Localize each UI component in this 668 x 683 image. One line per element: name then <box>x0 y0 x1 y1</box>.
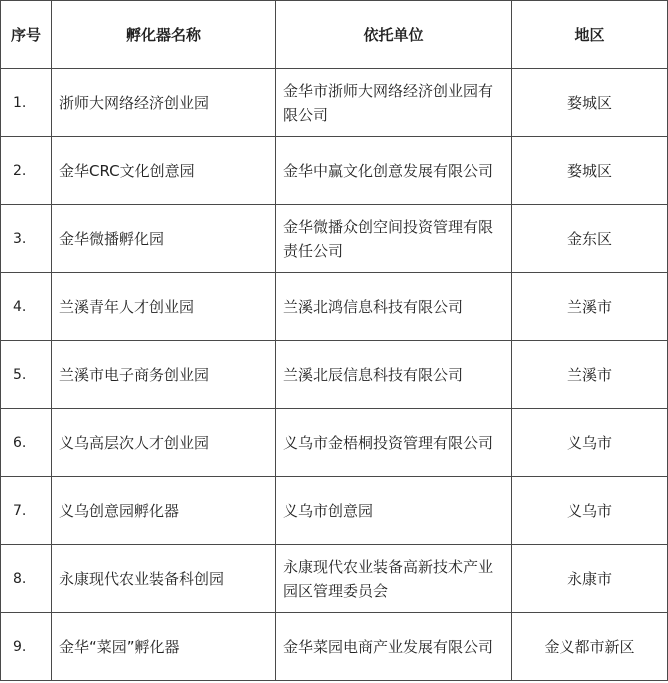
header-incubator-name: 孵化器名称 <box>52 1 276 69</box>
row-serial-number: 8. <box>1 545 52 613</box>
table-row <box>1 341 668 409</box>
row-supporting-unit: 金华菜园电商产业发展有限公司 <box>276 613 512 681</box>
row-incubator-name: 永康现代农业装备科创园 <box>52 545 276 613</box>
row-region: 婺城区 <box>512 69 668 137</box>
row-serial-number: 7. <box>1 477 52 545</box>
row-incubator-name: 兰溪市电子商务创业园 <box>52 341 276 409</box>
row-supporting-unit: 兰溪北辰信息科技有限公司 <box>276 341 512 409</box>
row-supporting-unit: 永康现代农业装备高新技术产业园区管理委员会 <box>276 545 512 613</box>
row-region: 义乌市 <box>512 409 668 477</box>
row-region: 金义都市新区 <box>512 613 668 681</box>
row-supporting-unit: 兰溪北鸿信息科技有限公司 <box>276 273 512 341</box>
row-serial-number: 1. <box>1 69 52 137</box>
row-supporting-unit: 金华微播众创空间投资管理有限责任公司 <box>276 205 512 273</box>
row-serial-number: 6. <box>1 409 52 477</box>
row-region: 兰溪市 <box>512 341 668 409</box>
row-incubator-name: 金华CRC文化创意园 <box>52 137 276 205</box>
header-region: 地区 <box>512 1 668 69</box>
row-supporting-unit: 金华市浙师大网络经济创业园有限公司 <box>276 69 512 137</box>
row-incubator-name: 义乌创意园孵化器 <box>52 477 276 545</box>
row-serial-number: 4. <box>1 273 52 341</box>
table-row <box>1 545 668 613</box>
row-incubator-name: 金华微播孵化园 <box>52 205 276 273</box>
row-region: 婺城区 <box>512 137 668 205</box>
row-serial-number: 5. <box>1 341 52 409</box>
row-incubator-name: 金华“菜园”孵化器 <box>52 613 276 681</box>
table-row <box>1 205 668 273</box>
row-region: 永康市 <box>512 545 668 613</box>
row-region: 义乌市 <box>512 477 668 545</box>
table-row <box>1 69 668 137</box>
row-incubator-name: 兰溪青年人才创业园 <box>52 273 276 341</box>
table-header <box>1 1 668 69</box>
row-incubator-name: 浙师大网络经济创业园 <box>52 69 276 137</box>
row-region: 金东区 <box>512 205 668 273</box>
row-supporting-unit: 义乌市金梧桐投资管理有限公司 <box>276 409 512 477</box>
table-row <box>1 273 668 341</box>
row-supporting-unit: 金华中赢文化创意发展有限公司 <box>276 137 512 205</box>
row-serial-number: 2. <box>1 137 52 205</box>
table-row <box>1 477 668 545</box>
row-serial-number: 3. <box>1 205 52 273</box>
row-region: 兰溪市 <box>512 273 668 341</box>
table-row <box>1 409 668 477</box>
table-row <box>1 613 668 681</box>
row-serial-number: 9. <box>1 613 52 681</box>
row-supporting-unit: 义乌市创意园 <box>276 477 512 545</box>
row-incubator-name: 义乌高层次人才创业园 <box>52 409 276 477</box>
table-row <box>1 137 668 205</box>
table-body <box>1 69 668 681</box>
header-row <box>1 1 668 69</box>
header-supporting-unit: 依托单位 <box>276 1 512 69</box>
header-serial-number: 序号 <box>1 1 52 69</box>
